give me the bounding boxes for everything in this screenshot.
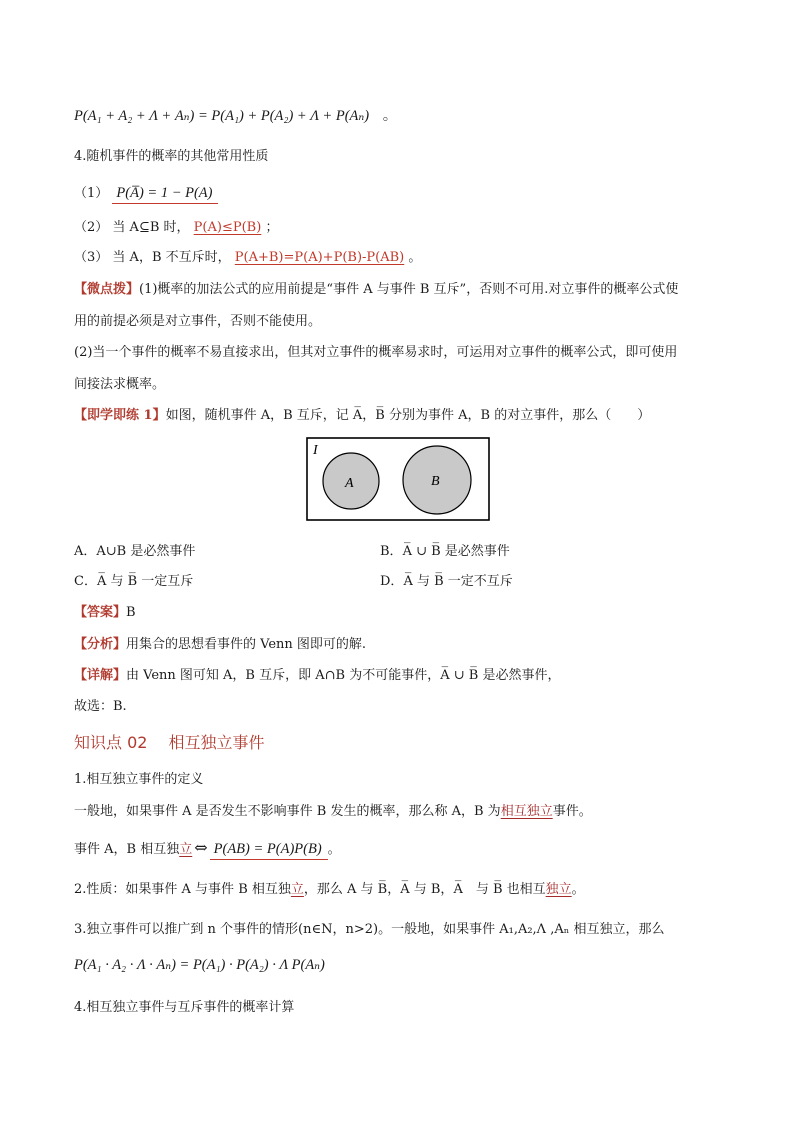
option-key: B． xyxy=(380,544,403,559)
equiv-line xyxy=(74,838,341,858)
addition-formula-end: 。 xyxy=(382,108,398,124)
detail-line xyxy=(74,664,560,683)
option-b[interactable] xyxy=(380,540,510,559)
option-key: D． xyxy=(380,574,404,589)
option-d[interactable] xyxy=(380,570,513,589)
option-a[interactable] xyxy=(74,540,195,559)
prop2-underlined-1: 立 xyxy=(290,882,304,897)
tip-line-4: 间接法求概率。 xyxy=(74,377,166,392)
venn-label-a: A xyxy=(345,476,354,491)
def-text-post: 事件。 xyxy=(552,804,592,819)
venn-universe-label: I xyxy=(313,443,318,458)
tip-line-1 xyxy=(74,278,678,297)
def-text xyxy=(74,800,592,819)
conclusion-line: 故选：B. xyxy=(74,699,127,714)
item-end: 。 xyxy=(408,250,422,265)
detail-text: 由 Venn 图可知 A，B 互斥，即 A∩B 为不可能事件，A̅ ∪ B̅ 是必然事件， xyxy=(126,668,561,683)
venn-label-b: B xyxy=(431,474,440,489)
equiv-formula: P(AB) = P(A)P(B) xyxy=(210,841,328,860)
exercise-question xyxy=(74,404,650,423)
option-text: A̅ 与 B̅ 一定互斥 xyxy=(96,574,194,589)
prop4-item-3 xyxy=(74,246,421,265)
venn-diagram xyxy=(306,437,490,521)
exercise-question-text: 如图，随机事件 A，B 互斥，记 A̅，B̅ 分别为事件 A，B 的对立事件，那么（ ） xyxy=(165,408,651,423)
fill-answer: P(A)≤P(B) xyxy=(193,220,262,235)
prop2-pre: 2.性质：如果事件 A 与事件 B 相互独 xyxy=(74,882,291,897)
tip-line-2: 用的前提必须是对立事件，否则不能使用。 xyxy=(74,314,322,329)
prop3-formula: P(A₁ · A₂ · Λ · Aₙ) = P(A₁) · P(A₂) · Λ P(Aₙ) xyxy=(74,957,325,973)
option-text: A∪B 是必然事件 xyxy=(96,544,196,559)
prop4-item-2 xyxy=(74,216,278,235)
equiv-pre: 事件 A，B 相互独 xyxy=(74,842,180,857)
item-number: （3） xyxy=(74,250,109,265)
equiv-symbol: ⇔ xyxy=(194,838,208,857)
section2-prop4-title: 4.相互独立事件与互斥事件的概率计算 xyxy=(74,1000,295,1015)
option-text: A̅ 与 B̅ 一定不互斥 xyxy=(403,574,513,589)
complement-formula: P(A̅) = 1 − P(A) xyxy=(112,185,218,204)
item-number: （2） xyxy=(74,220,109,235)
exercise-label: 【即学即练 1】 xyxy=(74,408,166,423)
option-key: A． xyxy=(74,544,97,559)
item-number: （1） xyxy=(74,186,109,201)
prop2-end: 。 xyxy=(571,882,585,897)
addition-formula xyxy=(74,104,397,125)
prop4-title: 4.随机事件的概率的其他常用性质 xyxy=(74,149,269,164)
item-end: ； xyxy=(265,220,279,235)
answer-line xyxy=(74,601,136,620)
option-c[interactable] xyxy=(74,570,193,589)
tip-line-3: (2)当一个事件的概率不易直接求出，但其对立事件的概率易求时，可运用对立事件的概率公式，即可使用 xyxy=(74,345,678,360)
prop2-underlined-2: 独立 xyxy=(545,882,572,897)
section-heading: 知识点 02 相互独立事件 xyxy=(74,733,265,752)
option-text: A̅ ∪ B̅ 是必然事件 xyxy=(402,544,510,559)
analysis-label: 【分析】 xyxy=(74,637,127,652)
prop3-line: 3.独立事件可以推广到 n 个事件的情形(n∈N，n>2)。一般地，如果事件 A₁,A₂,Λ ,Aₙ 相互独立，那么 xyxy=(74,922,665,937)
item-text: 当 A，B 不互斥时， xyxy=(112,250,231,265)
tip-text: (1)概率的加法公式的应用前提是“事件 A 与事件 B 互斥”，否则不可用.对立事件的概率公式使 xyxy=(139,282,679,297)
def-text-pre: 一般地，如果事件 A 是否发生不影响事件 B 发生的概率，那么称 A，B 为 xyxy=(74,804,501,819)
addition-formula-text: P(A₁ + A₂ + Λ + Aₙ) = P(A₁) + P(A₂) + Λ + P(Aₙ) xyxy=(74,108,370,124)
equiv-end: 。 xyxy=(327,842,341,857)
prop2-line xyxy=(74,878,585,897)
option-key: C． xyxy=(74,574,97,589)
answer-value: B xyxy=(126,605,136,620)
analysis-line xyxy=(74,633,366,652)
answer-label: 【答案】 xyxy=(74,605,127,620)
prop4-item-1 xyxy=(74,182,218,202)
tip-label: 【微点拨】 xyxy=(74,282,140,297)
detail-label: 【详解】 xyxy=(74,668,127,683)
def-answer: 相互独立 xyxy=(500,804,553,819)
prop2-mid2: A̅ 与 B̅ 也相互 xyxy=(453,882,546,897)
prop2-mid: ，那么 A 与 B̅，A̅ 与 B， xyxy=(303,882,454,897)
def-title: 1.相互独立事件的定义 xyxy=(74,772,204,787)
analysis-text: 用集合的思想看事件的 Venn 图即可的解. xyxy=(126,637,367,652)
equiv-underlined: 立 xyxy=(179,842,193,857)
item-text: 当 A⊆B 时， xyxy=(112,220,190,235)
fill-answer: P(A+B)=P(A)+P(B)-P(AB) xyxy=(234,250,405,265)
